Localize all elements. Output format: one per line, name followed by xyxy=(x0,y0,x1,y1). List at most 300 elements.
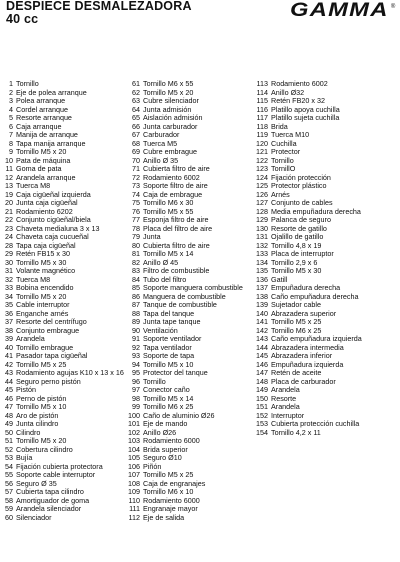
part-number: 130 xyxy=(256,223,268,233)
part-number: 92 xyxy=(132,342,140,352)
part-description: Cubre silenciador xyxy=(143,96,199,105)
part-description: Cubierta filtro de aire xyxy=(143,164,210,173)
part-number: 29 xyxy=(5,249,13,258)
part-description: Soporte ventilador xyxy=(143,334,202,343)
part-number: 6 xyxy=(9,121,13,131)
part-description: Arandela xyxy=(271,402,300,411)
part-description: Arandela arranque xyxy=(16,172,76,182)
part-description: Tornillo xyxy=(271,155,294,165)
part-number: 56 xyxy=(5,478,13,488)
part-description: Tornillo M5 x 10 xyxy=(16,402,67,411)
part-description: Ventilación xyxy=(143,325,178,335)
part-description: Empuñadura derecha xyxy=(271,283,341,292)
part-description: Tornillo M5 x 20 xyxy=(16,436,67,445)
part-description: Placa del filtro de aire xyxy=(143,223,213,233)
part-description: Seguro Ø10 xyxy=(143,453,182,462)
part-number: 123 xyxy=(256,164,268,173)
part-number: 35 xyxy=(5,300,13,309)
part-description: Perno de pistón xyxy=(16,393,67,403)
brand-name: GAMMA xyxy=(290,0,389,21)
part-number: 71 xyxy=(132,164,140,173)
part-description: Tornillo 4,2 x 11 xyxy=(271,427,321,437)
part-description: Chaveta caja cucueñal xyxy=(16,232,89,241)
part-description: Retén de aceite xyxy=(271,368,322,377)
part-number: 30 xyxy=(5,257,13,267)
part-number: 116 xyxy=(256,104,268,114)
part-number: 124 xyxy=(256,172,268,182)
part-description: Filtro de combustible xyxy=(143,266,210,275)
part-item xyxy=(128,514,243,523)
part-description: Arandela silenciador xyxy=(16,504,82,513)
part-number: 87 xyxy=(132,300,140,309)
part-description: Silenciador xyxy=(16,512,52,522)
part-number: 20 xyxy=(5,198,13,207)
part-number: 9 xyxy=(9,147,13,156)
part-description: Manguera de combustible xyxy=(143,291,226,301)
part-number: 23 xyxy=(5,223,13,233)
part-description: Arnés xyxy=(271,189,290,199)
part-number: 112 xyxy=(128,512,140,522)
part-number: 73 xyxy=(132,181,140,190)
part-number: 132 xyxy=(256,240,268,250)
part-number: 8 xyxy=(9,138,13,148)
part-description: Palanca de seguro xyxy=(271,215,331,224)
part-number: 93 xyxy=(132,351,140,360)
part-description: Conjunto embrague xyxy=(16,325,80,335)
part-description: Soporte manguera combustible xyxy=(143,283,243,292)
part-description: Protector xyxy=(271,147,301,156)
part-number: 110 xyxy=(128,495,140,505)
part-number: 4 xyxy=(9,104,13,114)
part-description: Volante magnético xyxy=(16,266,76,275)
part-description: Brida xyxy=(271,121,288,131)
part-description: Pata de máquina xyxy=(16,155,71,165)
part-description: Cubierta protección cuchilla xyxy=(271,419,360,428)
part-description: Tornillo M5 x 30 xyxy=(16,257,67,267)
part-number: 78 xyxy=(132,223,140,233)
part-description: Placa de carburador xyxy=(271,376,336,386)
part-description: Tornillo xyxy=(143,376,166,386)
part-description: Anillo Ø 35 xyxy=(143,155,179,165)
part-number: 139 xyxy=(256,300,268,309)
part-description: Tornillo M5 x 20 xyxy=(16,291,67,301)
part-number: 125 xyxy=(256,181,268,190)
part-description: Cubre embrague xyxy=(143,147,197,156)
part-description: Engranaje mayor xyxy=(143,504,198,513)
part-description: Tornillo M5 x 25 xyxy=(271,317,322,326)
part-number: 13 xyxy=(5,181,13,190)
part-number: 106 xyxy=(128,461,140,471)
part-number: 135 xyxy=(256,266,268,275)
part-description: Cable interruptor xyxy=(16,300,70,309)
part-number: 142 xyxy=(256,325,268,335)
part-number: 153 xyxy=(256,419,268,428)
part-description: Esponja filtro de aire xyxy=(143,215,209,224)
part-number: 75 xyxy=(132,198,140,207)
part-description: Placa de interruptor xyxy=(271,249,334,258)
part-number: 69 xyxy=(132,147,140,156)
part-number: 3 xyxy=(9,96,13,105)
part-description: Tornillo M5 x 30 xyxy=(271,266,322,275)
part-description: Caño empuñadura izquierda xyxy=(271,334,362,343)
part-number: 146 xyxy=(256,359,268,369)
part-description: Aislación admisión xyxy=(143,113,203,122)
part-description: Brida superior xyxy=(143,444,188,454)
part-description: Platillo apoya cuchilla xyxy=(271,104,340,114)
part-description: Carburador xyxy=(143,130,180,139)
part-number: 66 xyxy=(132,121,140,131)
part-description: Junta cilindro xyxy=(16,419,59,428)
part-description: Gatill xyxy=(271,274,288,284)
part-number: 80 xyxy=(132,240,140,250)
part-description: Tornillo xyxy=(16,79,39,88)
part-number: 28 xyxy=(5,240,13,250)
part-description: Caño empuñadura derecha xyxy=(271,291,359,301)
part-number: 48 xyxy=(5,410,13,420)
part-description: Tapa manija arranque xyxy=(16,138,86,148)
part-description: Abrazadera intermedia xyxy=(271,342,344,352)
part-number: 49 xyxy=(5,419,13,428)
title-line-1: DESPIECE DESMALEZADORA xyxy=(6,0,192,13)
part-number: 144 xyxy=(256,342,268,352)
part-number: 42 xyxy=(5,359,13,369)
part-number: 81 xyxy=(132,249,140,258)
part-description: Cuchilla xyxy=(271,138,297,148)
part-description: Pasador tapa cigüeñal xyxy=(16,351,88,360)
parts-list xyxy=(0,80,400,560)
part-description: Tanque de combustible xyxy=(143,300,217,309)
part-number: 128 xyxy=(256,206,268,216)
part-description: Seguro perno pistón xyxy=(16,376,81,386)
part-number: 5 xyxy=(9,113,13,122)
part-description: Cobertura cilindro xyxy=(16,444,73,454)
part-number: 137 xyxy=(256,283,268,292)
part-number: 100 xyxy=(128,410,140,420)
part-number: 67 xyxy=(132,130,140,139)
part-number: 107 xyxy=(128,470,140,479)
part-description: Arandela xyxy=(271,385,300,394)
part-description: Caja arranque xyxy=(16,121,62,131)
part-number: 140 xyxy=(256,308,268,318)
part-description: Amortiguador de goma xyxy=(16,495,90,505)
part-number: 50 xyxy=(5,427,13,437)
part-number: 31 xyxy=(5,266,13,275)
part-description: Arandela xyxy=(16,334,45,343)
part-number: 122 xyxy=(256,155,268,165)
part-number: 113 xyxy=(256,79,268,88)
part-description: Rodamiento 6002 xyxy=(143,172,200,182)
part-description: Eje de salida xyxy=(143,512,185,522)
part-description: Resorte xyxy=(271,393,297,403)
part-number: 60 xyxy=(5,512,13,522)
part-description: Chaveta medialuna 3 x 13 xyxy=(16,223,100,233)
part-number: 88 xyxy=(132,308,140,318)
part-description: Caño de aluminio Ø26 xyxy=(143,410,215,420)
part-number: 53 xyxy=(5,453,13,462)
part-number: 117 xyxy=(256,113,268,122)
part-number: 129 xyxy=(256,215,268,224)
part-description: Media empuñadura derecha xyxy=(271,206,361,216)
part-number: 149 xyxy=(256,385,268,394)
part-number: 118 xyxy=(256,121,268,131)
part-description: Tornillo embrague xyxy=(16,342,74,352)
part-number: 51 xyxy=(5,436,13,445)
part-description: Enganche arnés xyxy=(16,308,69,318)
part-number: 32 xyxy=(5,274,13,284)
part-number: 19 xyxy=(5,189,13,199)
part-number: 74 xyxy=(132,189,140,199)
part-number: 111 xyxy=(129,504,140,513)
part-description: Bobina encendido xyxy=(16,283,74,292)
part-description: Tuerca M5 xyxy=(143,138,178,148)
part-description: Tornillo M5 x 25 xyxy=(143,470,194,479)
part-description: Tornillo M6 x 25 xyxy=(271,325,322,335)
part-number: 86 xyxy=(132,291,140,301)
part-number: 136 xyxy=(256,274,268,284)
part-description: Retén FB15 x 30 xyxy=(16,249,70,258)
part-description: Resorte de gatillo xyxy=(271,223,327,233)
part-description: Cubierta filtro de aire xyxy=(143,240,210,250)
part-number: 22 xyxy=(5,215,13,224)
part-number: 141 xyxy=(256,317,268,326)
part-number: 64 xyxy=(132,104,140,114)
part-description: Resorte del centrífugo xyxy=(16,317,87,326)
part-description: Aro de pistón xyxy=(16,410,59,420)
part-description: Protector del tanque xyxy=(143,368,208,377)
part-number: 21 xyxy=(5,206,13,216)
part-description: Junta admisión xyxy=(143,104,192,114)
part-description: Manija de arranque xyxy=(16,130,78,139)
part-description: Conector caño xyxy=(143,385,190,394)
part-number: 114 xyxy=(256,87,268,97)
part-number: 120 xyxy=(256,138,268,148)
part-number: 10 xyxy=(5,155,13,165)
part-number: 68 xyxy=(132,138,140,148)
part-number: 45 xyxy=(5,385,13,394)
part-description: Goma de pata xyxy=(16,164,62,173)
part-number: 40 xyxy=(5,342,13,352)
part-number: 104 xyxy=(128,444,140,454)
part-description: Tornillo M6 x 25 xyxy=(143,402,194,411)
part-description: Rodamiento 6002 xyxy=(271,79,328,88)
part-number: 70 xyxy=(132,155,140,165)
part-number: 55 xyxy=(5,470,13,479)
part-description: Caja cigüeñal izquierda xyxy=(16,189,91,199)
part-number: 34 xyxy=(5,291,13,301)
part-description: Protector plástico xyxy=(271,181,327,190)
part-number: 138 xyxy=(256,291,268,301)
part-number: 52 xyxy=(5,444,13,454)
part-item xyxy=(255,429,362,438)
part-number: 44 xyxy=(5,376,13,386)
part-number: 94 xyxy=(132,359,140,369)
part-number: 96 xyxy=(132,376,140,386)
part-number: 97 xyxy=(132,385,140,394)
part-description: Resorte arranque xyxy=(16,113,72,122)
part-description: Abrazadera inferior xyxy=(271,351,333,360)
part-number: 65 xyxy=(132,113,140,122)
part-number: 147 xyxy=(256,368,268,377)
part-number: 148 xyxy=(256,376,268,386)
part-description: Tuerca M8 xyxy=(16,274,51,284)
part-number: 126 xyxy=(256,189,268,199)
part-number: 24 xyxy=(5,232,13,241)
part-number: 37 xyxy=(5,317,13,326)
part-item xyxy=(0,514,124,523)
part-number: 143 xyxy=(256,334,268,343)
part-description: Piñón xyxy=(143,461,162,471)
part-description: Tubo del filtro xyxy=(143,274,187,284)
part-description: Seguro Ø 35 xyxy=(16,478,57,488)
part-number: 133 xyxy=(256,249,268,258)
part-number: 41 xyxy=(5,351,13,360)
part-number: 77 xyxy=(132,215,140,224)
part-description: Tornillo M5 x 14 xyxy=(143,249,194,258)
part-number: 152 xyxy=(256,410,268,420)
part-number: 85 xyxy=(132,283,140,292)
part-number: 58 xyxy=(5,495,13,505)
parts-column-1 xyxy=(0,80,124,522)
part-number: 145 xyxy=(256,351,268,360)
part-number: 89 xyxy=(132,317,140,326)
part-description: Anillo Ø 45 xyxy=(143,257,179,267)
part-number: 62 xyxy=(132,87,140,97)
part-description: Cubierta tapa cilindro xyxy=(16,487,84,496)
part-description: Tornillo M5 x 14 xyxy=(143,393,194,403)
part-description: Ojalillo de gatillo xyxy=(271,232,324,241)
part-description: Tornillo M5 x 25 xyxy=(16,359,67,369)
part-number: 103 xyxy=(128,436,140,445)
part-number: 99 xyxy=(132,402,140,411)
part-description: Tapa del tanque xyxy=(143,308,195,318)
part-number: 127 xyxy=(256,198,268,207)
part-number: 47 xyxy=(5,402,13,411)
part-description: Rodamiento 6000 xyxy=(143,436,200,445)
part-description: Tornillo M5 x 10 xyxy=(143,359,194,369)
part-number: 38 xyxy=(5,325,13,335)
part-description: Junta caja cigüeñal xyxy=(16,198,78,207)
part-description: Tornillo M5 x 55 xyxy=(143,206,194,216)
part-number: 108 xyxy=(128,478,140,488)
part-description: Cordel arranque xyxy=(16,104,68,114)
part-number: 72 xyxy=(132,172,140,182)
part-number: 131 xyxy=(256,232,268,241)
parts-column-2 xyxy=(128,80,243,522)
part-description: Caja de embrague xyxy=(143,189,203,199)
part-number: 151 xyxy=(256,402,268,411)
part-number: 12 xyxy=(5,172,13,182)
part-description: Anillo Ø32 xyxy=(271,87,305,97)
page-title xyxy=(6,0,192,26)
part-number: 79 xyxy=(132,232,140,241)
part-number: 119 xyxy=(256,130,268,139)
part-number: 95 xyxy=(132,368,140,377)
part-description: Eje de polea arranque xyxy=(16,87,87,97)
part-description: Retén FB20 x 32 xyxy=(271,96,325,105)
part-number: 82 xyxy=(132,257,140,267)
part-number: 63 xyxy=(132,96,140,105)
part-description: Rodamiento 6202 xyxy=(16,206,73,216)
parts-column-3 xyxy=(255,80,362,437)
part-description: Junta carburador xyxy=(143,121,198,131)
part-number: 134 xyxy=(256,257,268,267)
part-number: 33 xyxy=(5,283,13,292)
part-description: Soporte filtro de aire xyxy=(143,181,208,190)
part-number: 11 xyxy=(5,164,13,173)
part-description: Conjunto de cables xyxy=(271,198,333,207)
part-number: 36 xyxy=(5,308,13,318)
part-description: Conjunto cigüeñal/biela xyxy=(16,215,91,224)
part-description: Sujetador cable xyxy=(271,300,321,309)
part-description: Junta xyxy=(143,232,161,241)
part-description: Soporte de tapa xyxy=(143,351,195,360)
part-number: 57 xyxy=(5,487,13,496)
part-number: 1 xyxy=(9,79,13,88)
header xyxy=(0,0,400,60)
part-description: Tornillo 4,8 x 19 xyxy=(271,240,322,250)
part-number: 59 xyxy=(5,504,13,513)
part-number: 46 xyxy=(5,393,13,403)
part-description: Fijación protección xyxy=(271,172,331,182)
part-number: 54 xyxy=(5,461,13,471)
part-number: 101 xyxy=(128,419,140,428)
part-description: Tornillo M6 x 55 xyxy=(143,79,194,88)
part-description: TornillO xyxy=(271,164,296,173)
brand-logo xyxy=(290,2,395,20)
part-number: 76 xyxy=(132,206,140,216)
part-description: Pistón xyxy=(16,385,36,394)
part-description: Tornillo M5 x 20 xyxy=(143,87,194,97)
part-description: Interruptor xyxy=(271,410,305,420)
part-description: Tapa caja cigüeñal xyxy=(16,240,76,250)
part-description: Tornillo M6 x 30 xyxy=(143,198,194,207)
part-description: Abrazadera superior xyxy=(271,308,337,318)
part-number: 84 xyxy=(132,274,140,284)
part-number: 7 xyxy=(9,130,13,139)
part-description: Soporte cable interruptor xyxy=(16,470,96,479)
part-description: Eje de mando xyxy=(143,419,188,428)
part-description: Tornillo M6 x 10 xyxy=(143,487,194,496)
title-line-2: 40 cc xyxy=(6,12,39,26)
part-description: Cilindro xyxy=(16,427,41,437)
part-description: Tapa ventilador xyxy=(143,342,192,352)
part-description: Bujía xyxy=(16,453,33,462)
part-description: Rodamiento agujas K10 x 13 x 16 xyxy=(16,368,124,377)
part-description: Tuerca M8 xyxy=(16,181,51,190)
part-number: 98 xyxy=(132,393,140,403)
part-number: 102 xyxy=(128,427,140,437)
part-description: Tuerca M10 xyxy=(271,130,310,139)
part-number: 83 xyxy=(132,266,140,275)
part-number: 91 xyxy=(132,334,140,343)
part-number: 154 xyxy=(256,427,268,437)
part-description: Empuñadura izquierda xyxy=(271,359,344,369)
part-description: Anillo Ø26 xyxy=(143,427,177,437)
part-number: 121 xyxy=(256,147,268,156)
part-description: Rodamiento 6000 xyxy=(143,495,200,505)
part-number: 39 xyxy=(5,334,13,343)
part-description: Tornillo M5 x 20 xyxy=(16,147,67,156)
part-description: Tornillo 2,9 x 6 xyxy=(271,257,318,267)
part-description: Polea arranque xyxy=(16,96,66,105)
part-description: Fijación cubierta protectora xyxy=(16,461,103,471)
part-number: 2 xyxy=(9,87,13,97)
part-description: Junta tape tanque xyxy=(143,317,201,326)
part-number: 115 xyxy=(256,96,268,105)
part-description: Platillo sujeta cuchilla xyxy=(271,113,340,122)
registered-mark: ® xyxy=(390,4,396,10)
part-number: 43 xyxy=(5,368,13,377)
